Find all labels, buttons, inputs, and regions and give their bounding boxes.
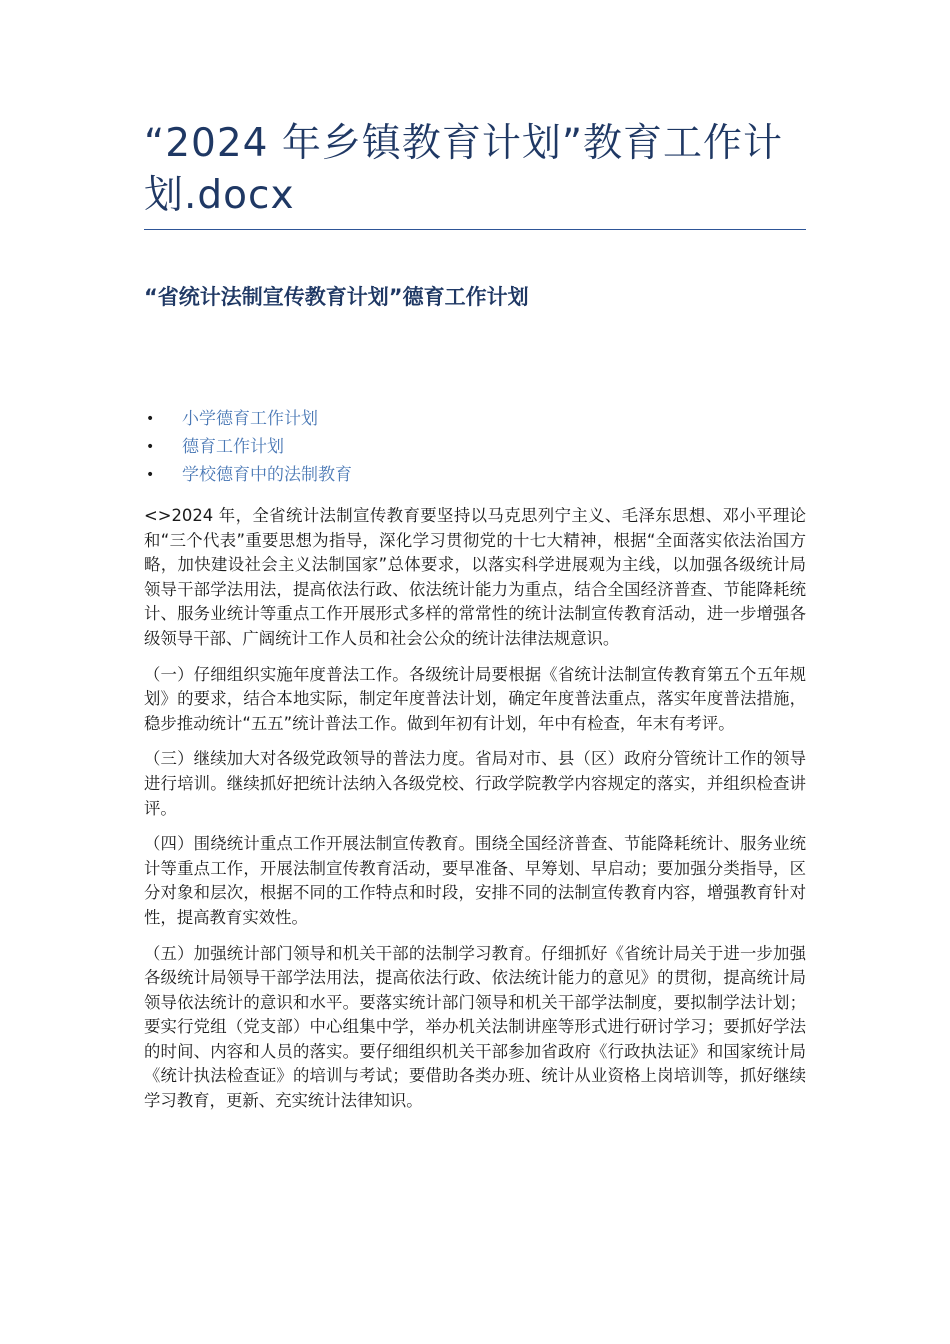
list-item — [144, 461, 352, 489]
document-subtitle: “省统计法制宣传教育计划”德育工作计划 — [144, 285, 529, 309]
body-paragraph: <>2024 年，全省统计法制宣传教育要坚持以马克思列宁主义、毛泽东思想、邓小平理论和“三个代表”重要思想为指导，深化学习贯彻党的十七大精神，根据“全面落实依法治国方略，加快建设社会主义法制国家”总体要求，以落实科学进展观为主线，以加强各级统计局领导干部学法用法，提高依法行政、依法统计能力为重点，结合全国经济普查、节能降耗统计、服务业统计等重点工作开展形式多样的常常性的统计法制宣传教育活动，进一步增强各级领导干部、广阔统计工作人员和社会公众的统计法律法规意识。 — [144, 506, 806, 648]
related-links-list — [144, 405, 352, 489]
related-link[interactable]: 小学德育工作计划 — [182, 409, 318, 429]
bullet-icon: • — [146, 467, 155, 483]
body-paragraph: （三）继续加大对各级党政领导的普法力度。省局对市、县（区）政府分管统计工作的领导进行培训。继续抓好把统计法纳入各级党校、行政学院教学内容规定的落实，并组织检查讲评。 — [144, 749, 806, 818]
list-item — [144, 433, 352, 461]
bullet-icon: • — [146, 411, 155, 427]
document-body — [144, 504, 806, 1125]
list-item — [144, 405, 352, 433]
related-link[interactable]: 学校德育中的法制教育 — [182, 465, 352, 485]
body-paragraph: （五）加强统计部门领导和机关干部的法制学习教育。仔细抓好《省统计局关于进一步加强各级统计局领导干部学法用法，提高依法行政、依法统计能力的意见》的贯彻，提高统计局领导依法统计的意识和水平。要落实统计部门领导和机关干部学法制度，要拟制学法计划；要实行党组（党支部）中心组集中学，举办机关法制讲座等形式进行研讨学习；要抓好学法的时间、内容和人员的落实。要仔细组织机关干部参加省政府《行政执法证》和国家统计局《统计执法检查证》的培训与考试；要借助各类办班、统计从业资格上岗培训等，抓好继续学习教育，更新、充实统计法律知识。 — [144, 943, 806, 1111]
related-link[interactable]: 德育工作计划 — [182, 437, 284, 457]
bullet-icon: • — [146, 439, 155, 455]
body-paragraph: （一）仔细组织实施年度普法工作。各级统计局要根据《省统计法制宣传教育第五个五年规划》的要求，结合本地实际，制定年度普法计划，确定年度普法重点，落实年度普法措施，稳步推动统计“五五”统计普法工作。做到年初有计划，年中有检查，年末有考评。 — [144, 664, 806, 733]
document-title: “2024 年乡镇教育计划”教育工作计划.docx — [144, 121, 784, 218]
body-paragraph: （四）围绕统计重点工作开展法制宣传教育。围绕全国经济普查、节能降耗统计、服务业统计等重点工作，开展法制宣传教育活动，要早准备、早筹划、早启动；要加强分类指导，区分对象和层次，根据不同的工作特点和时段，安排不同的法制宣传教育内容，增强教育针对性，提高教育实效性。 — [144, 834, 806, 927]
title-divider — [144, 229, 806, 230]
